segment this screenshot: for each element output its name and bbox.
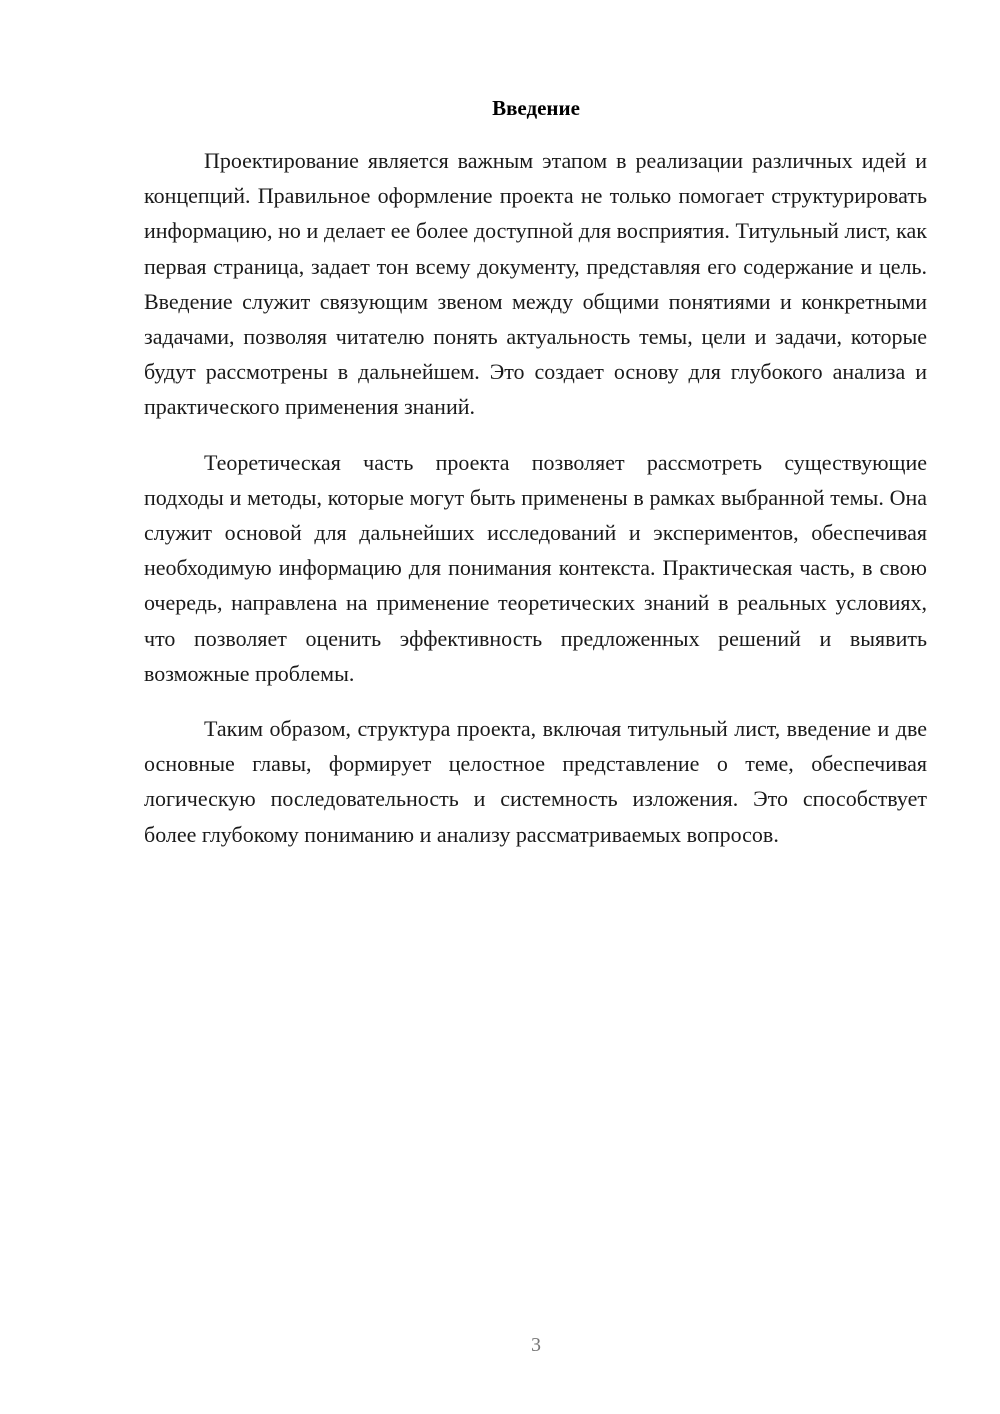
paragraph-conclusion: Таким образом, структура проекта, включая титульный лист, введение и две основные главы, формирует целостное представление о теме, обеспечивая логическую последовательность и системность изложения. Это способствует более глубокому пониманию и анализу рассматриваемых вопросов. (144, 716, 927, 847)
body-text (144, 143, 927, 872)
section-heading: Введение (492, 96, 580, 120)
paragraph-theory-practice: Теоретическая часть проекта позволяет рассмотреть существующие подходы и методы, которые могут быть применены в рамках выбранной темы. Она служит основой для дальнейших исследований и экспериментов, обеспечивая необходимую информацию для понимания контекста. Практическая часть, в свою очередь, направлена на применение теоретических знаний в реальных условиях, что позволяет оценить эффективность предложенных решений и выявить возможные проблемы. (144, 449, 927, 686)
page-number: 3 (531, 1334, 541, 1356)
paragraph-intro: Проектирование является важным этапом в реализации различных идей и концепций. Правильное оформление проекта не только помогает структурировать информацию, но и делает ее более доступной для восприятия. Титульный лист, как первая страница, задает тон всему документу, представляя его содержание и цель. Введение служит связующим звеном между общими понятиями и конкретными задачами, позволяя читателю понять актуальность темы, цели и задачи, которые будут рассмотрены в дальнейшем. Это создает основу для глубокого анализа и практического применения знаний. (144, 148, 927, 420)
